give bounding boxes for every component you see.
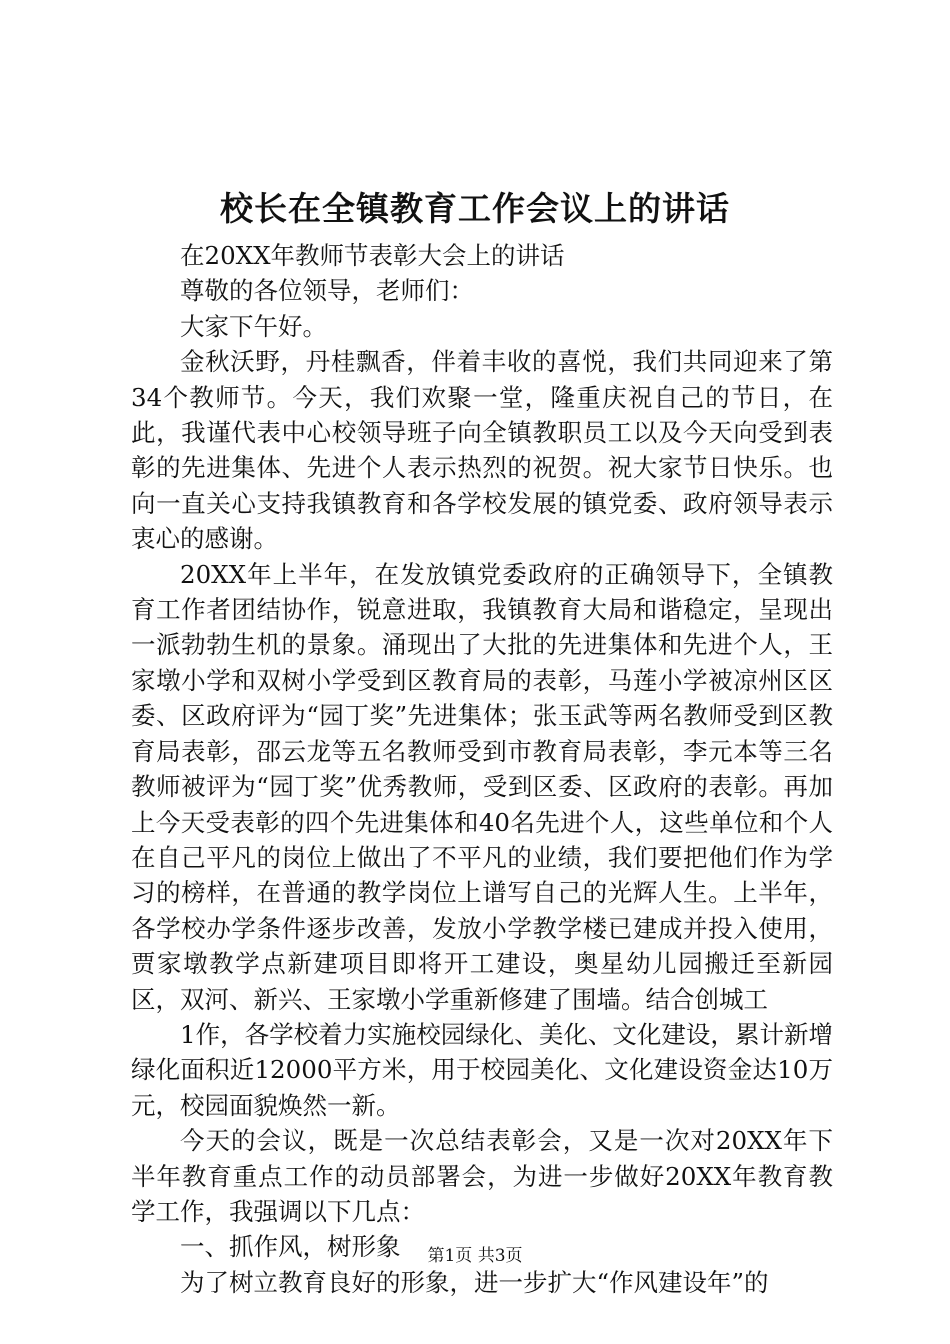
- document-body: [131, 238, 833, 1300]
- paragraph: 大家下午好。: [180, 311, 327, 341]
- paragraph: 在20XX年教师节表彰大会上的讲话: [180, 241, 565, 270]
- paragraph: 金秋沃野，丹桂飘香，伴着丰收的喜悦，我们共同迎来了第34个教师节。今天，我们欢聚一堂，隆重庆祝自己的节日，在此，我谨代表中心校领导班子向全镇教职员工以及今天向受到表彰的先进集体、先进个人表示热烈的祝贺。祝大家节日快乐。也向一直关心支持我镇教育和各学校发展的镇党委、政府领导表示衷心的感谢。: [131, 347, 833, 554]
- paragraph: 今天的会议，既是一次总结表彰会，又是一次对20XX年下半年教育重点工作的动员部署会，为进一步做好20XX年教育教学工作，我强调以下几点：: [131, 1126, 833, 1226]
- section-heading: 一、抓作风，树形象: [180, 1232, 401, 1262]
- document-title: 校长在全镇教育工作会议上的讲话: [220, 189, 730, 228]
- page-footer: 第1页 共3页: [427, 1246, 523, 1266]
- paragraph: 20XX年上半年，在发放镇党委政府的正确领导下，全镇教育工作者团结协作，锐意进取，我镇教育大局和谐稳定，呈现出一派勃勃生机的景象。涌现出了大批的先进集体和先进个人，王家墩小学和双树小学受到区教育局的表彰，马莲小学被凉州区区委、区政府评为“园丁奖”先进集体；张玉武等两名教师受到区教育局表彰，邵云龙等五名教师受到市教育局表彰，李元本等三名教师被评为“园丁奖”优秀教师，受到区委、区政府的表彰。再加上今天受表彰的四个先进集体和40名先进个人，这些单位和个人在自己平凡的岗位上做出了不平凡的业绩，我们要把他们作为学习的榜样，在普通的教学岗位上谱写自己的光辉人生。上半年，各学校办学条件逐步改善，发放小学教学楼已建成并投入使用，贾家墩教学点新建项目即将开工建设，奥星幼儿园搬迁至新园区，双河、新兴、王家墩小学重新修建了围墙。结合创城工: [131, 559, 833, 1014]
- paragraph: 1作，各学校着力实施校园绿化、美化、文化建设，累计新增绿化面积近12000平方米，用于校园美化、文化建设资金达10万元，校园面貌焕然一新。: [131, 1019, 833, 1120]
- paragraph: 为了树立教育良好的形象，进一步扩大“作风建设年”的: [180, 1267, 769, 1297]
- paragraph: 尊敬的各位领导，老师们：: [180, 276, 474, 306]
